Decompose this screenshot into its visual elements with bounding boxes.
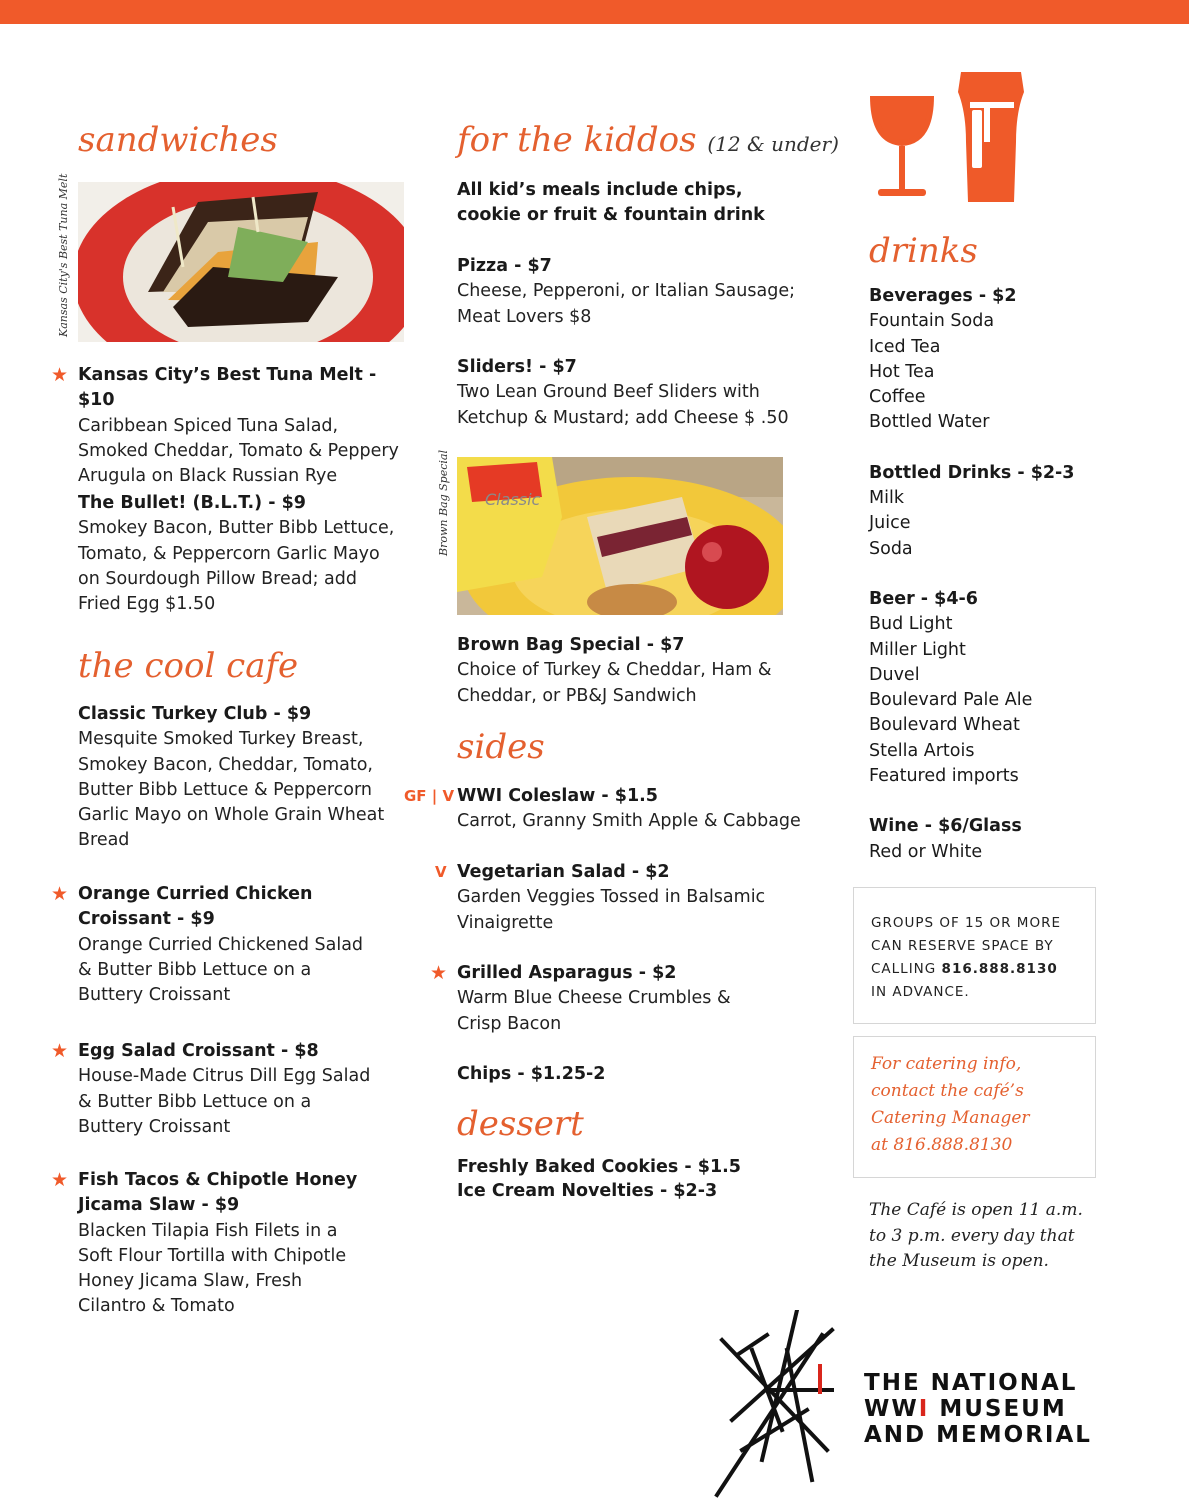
item-desc: Warm Blue Cheese Crumbles & Crisp Bacon bbox=[457, 988, 731, 1034]
kiddos-heading-text: for the kiddos bbox=[457, 120, 697, 160]
drink-item: Miller Light bbox=[869, 639, 966, 660]
item-name: WWI Coleslaw - $1.5 bbox=[457, 786, 658, 806]
groups-line: CAN RESERVE SPACE BY bbox=[871, 938, 1054, 954]
menu-item-brown-bag bbox=[457, 633, 777, 709]
drink-item: Bottled Water bbox=[869, 412, 990, 433]
menu-item-sliders bbox=[457, 355, 807, 431]
drink-item: Featured imports bbox=[869, 766, 1019, 787]
item-desc: Mesquite Smoked Turkey Breast, Smokey Bacon, Cheddar, Tomato, Butter Bibb Lettuce & Peppercorn Garlic Mayo on Whole Grain Wheat Bread bbox=[78, 729, 385, 851]
item-desc: Smokey Bacon, Butter Bibb Lettuce, Tomato, & Peppercorn Garlic Mayo on Sourdough Pillow Bread; add Fried Egg $1.50 bbox=[78, 518, 395, 615]
menu-item-vegetarian-salad bbox=[435, 860, 777, 936]
dessert-heading: dessert bbox=[457, 1104, 584, 1144]
groups-phone: 816.888.8130 bbox=[941, 961, 1058, 977]
tuna-melt-photo-caption: Kansas City's Best Tuna Melt bbox=[57, 173, 70, 337]
drink-group bbox=[869, 814, 1109, 865]
tuna-melt-photo bbox=[78, 182, 404, 342]
item-name: Vegetarian Salad - $2 bbox=[457, 862, 670, 882]
drink-group bbox=[869, 587, 1109, 789]
star-icon: ★ bbox=[430, 962, 448, 984]
drink-item: Fountain Soda bbox=[869, 311, 995, 332]
item-name: Kansas City’s Best Tuna Melt - $10 bbox=[78, 365, 377, 411]
chip-bag-label: Classic bbox=[485, 490, 541, 509]
drink-item: Iced Tea bbox=[869, 336, 941, 357]
drink-group-title: Wine - $6/Glass bbox=[869, 816, 1022, 837]
sides-heading: sides bbox=[457, 727, 545, 767]
item-desc: Cheese, Pepperoni, or Italian Sausage; Meat Lovers $8 bbox=[457, 281, 795, 327]
item-name: Egg Salad Croissant - $8 bbox=[78, 1041, 319, 1061]
drink-group-title: Beverages - $2 bbox=[869, 286, 1017, 306]
item-name: Fish Tacos & Chipotle Honey Jicama Slaw - $9 bbox=[78, 1170, 358, 1216]
menu-item-egg-salad bbox=[51, 1039, 378, 1140]
logo-line: THE NATIONAL bbox=[864, 1370, 1078, 1396]
catering-line: Catering Manager bbox=[871, 1108, 1030, 1128]
menu-item-pizza bbox=[457, 254, 807, 330]
catering-line: at 816.888.8130 bbox=[871, 1135, 1013, 1155]
item-name: The Bullet! (B.L.T.) - $9 bbox=[78, 493, 306, 513]
brown-bag-photo bbox=[457, 457, 783, 615]
item-desc: Garden Veggies Tossed in Balsamic Vinaigrette bbox=[457, 887, 766, 933]
star-icon: ★ bbox=[51, 364, 69, 386]
hours-line: to 3 p.m. every day that bbox=[869, 1225, 1075, 1246]
drink-item: Duvel bbox=[869, 664, 920, 685]
item-desc: Blacken Tilapia Fish Filets in a Soft Flour Tortilla with Chipotle Honey Jicama Slaw, Fresh Cilantro & Tomato bbox=[78, 1220, 347, 1317]
cafe-hours bbox=[869, 1198, 1109, 1275]
menu-item-chicken-croissant bbox=[51, 882, 378, 1008]
item-name: Chips - $1.25-2 bbox=[457, 1064, 606, 1084]
museum-logo-text bbox=[864, 1370, 1092, 1448]
drink-item: Boulevard Pale Ale bbox=[869, 690, 1033, 711]
logo-line-red: I bbox=[918, 1396, 930, 1422]
drink-item: Bud Light bbox=[869, 614, 953, 635]
logo-line: AND MEMORIAL bbox=[864, 1422, 1092, 1448]
vegetarian-tag: V bbox=[435, 863, 447, 881]
group-reservation-box bbox=[853, 887, 1096, 1024]
item-name: Sliders! - $7 bbox=[457, 357, 577, 377]
drink-item: Hot Tea bbox=[869, 361, 935, 382]
drinks-list bbox=[869, 284, 1109, 890]
drink-icons bbox=[866, 72, 1026, 207]
star-icon: ★ bbox=[51, 883, 69, 905]
museum-logo-mark bbox=[712, 1310, 852, 1500]
drink-item: Boulevard Wheat bbox=[869, 715, 1020, 736]
groups-line bbox=[871, 958, 1095, 981]
star-icon: ★ bbox=[51, 1040, 69, 1062]
logo-line bbox=[864, 1396, 1092, 1422]
top-accent-bar bbox=[0, 0, 1189, 24]
item-desc: Orange Curried Chickened Salad & Butter Bibb Lettuce on a Buttery Croissant bbox=[78, 934, 364, 1006]
star-icon: ★ bbox=[51, 1169, 69, 1191]
item-name: Brown Bag Special - $7 bbox=[457, 635, 685, 655]
item-desc: Carrot, Granny Smith Apple & Cabbage bbox=[457, 811, 801, 832]
groups-line: IN ADVANCE. bbox=[871, 984, 970, 1000]
menu-item-turkey-club bbox=[78, 702, 388, 854]
item-name: Grilled Asparagus - $2 bbox=[457, 963, 677, 983]
drink-group bbox=[869, 461, 1109, 562]
catering-line: For catering info, bbox=[871, 1054, 1022, 1074]
kiddos-heading-sub: (12 & under) bbox=[707, 132, 839, 156]
menu-item-blt bbox=[78, 491, 398, 617]
drink-item: Soda bbox=[869, 538, 913, 559]
item-desc: Two Lean Ground Beef Sliders with Ketchup & Mustard; add Cheese $ .50 bbox=[457, 382, 789, 428]
menu-item-fish-tacos bbox=[51, 1168, 368, 1320]
drink-group-title: Bottled Drinks - $2-3 bbox=[869, 462, 1075, 483]
drink-item: Stella Artois bbox=[869, 740, 975, 761]
item-desc: House-Made Citrus Dill Egg Salad & Butter Bibb Lettuce on a Buttery Croissant bbox=[78, 1066, 371, 1137]
logo-line-part: MUSEUM bbox=[929, 1396, 1067, 1422]
catering-line: contact the café’s bbox=[871, 1081, 1024, 1101]
groups-line-prefix: CALLING bbox=[871, 961, 942, 977]
catering-info-box bbox=[853, 1036, 1096, 1178]
drink-group-title: Beer - $4-6 bbox=[869, 588, 978, 609]
menu-item-asparagus bbox=[430, 961, 757, 1037]
pint-glass-icon bbox=[958, 72, 1024, 202]
gluten-free-vegetarian-tag: GF | V bbox=[404, 787, 455, 805]
dessert-item: Freshly Baked Cookies - $1.5 bbox=[457, 1157, 741, 1177]
groups-line: GROUPS OF 15 OR MORE bbox=[871, 915, 1061, 931]
drink-item: Red or White bbox=[869, 841, 983, 862]
brown-bag-photo-caption: Brown Bag Special bbox=[437, 450, 450, 556]
drink-item: Coffee bbox=[869, 387, 926, 408]
item-name: Pizza - $7 bbox=[457, 256, 552, 276]
wine-glass-icon bbox=[870, 96, 934, 196]
kiddos-intro-text: All kid’s meals include chips, cookie or fruit & fountain drink bbox=[457, 180, 765, 226]
menu-item-chips bbox=[457, 1062, 757, 1087]
hours-line: The Café is open 11 a.m. bbox=[869, 1200, 1083, 1220]
drink-item: Juice bbox=[869, 513, 911, 534]
item-desc: Choice of Turkey & Cheddar, Ham & Cheddar, or PB&J Sandwich bbox=[457, 660, 772, 706]
cool-cafe-heading: the cool cafe bbox=[78, 646, 299, 686]
menu-item-tuna-melt bbox=[51, 363, 408, 489]
item-name: Classic Turkey Club - $9 bbox=[78, 704, 312, 724]
item-name: Orange Curried Chicken Croissant - $9 bbox=[78, 884, 313, 930]
logo-line-part: WW bbox=[864, 1396, 919, 1422]
item-desc: Caribbean Spiced Tuna Salad, Smoked Cheddar, Tomato & Peppery Arugula on Black Russian Rye bbox=[78, 415, 399, 487]
menu-item-coleslaw bbox=[404, 784, 817, 835]
drinks-heading: drinks bbox=[869, 231, 978, 271]
dessert-item: Ice Cream Novelties - $2-3 bbox=[457, 1181, 718, 1202]
drink-item: Milk bbox=[869, 488, 904, 509]
dessert-list bbox=[457, 1155, 777, 1202]
hours-line: the Museum is open. bbox=[869, 1251, 1049, 1271]
kiddos-intro bbox=[457, 178, 777, 229]
drink-group bbox=[869, 284, 1109, 436]
sandwiches-heading: sandwiches bbox=[78, 120, 278, 160]
kiddos-heading bbox=[457, 120, 839, 161]
